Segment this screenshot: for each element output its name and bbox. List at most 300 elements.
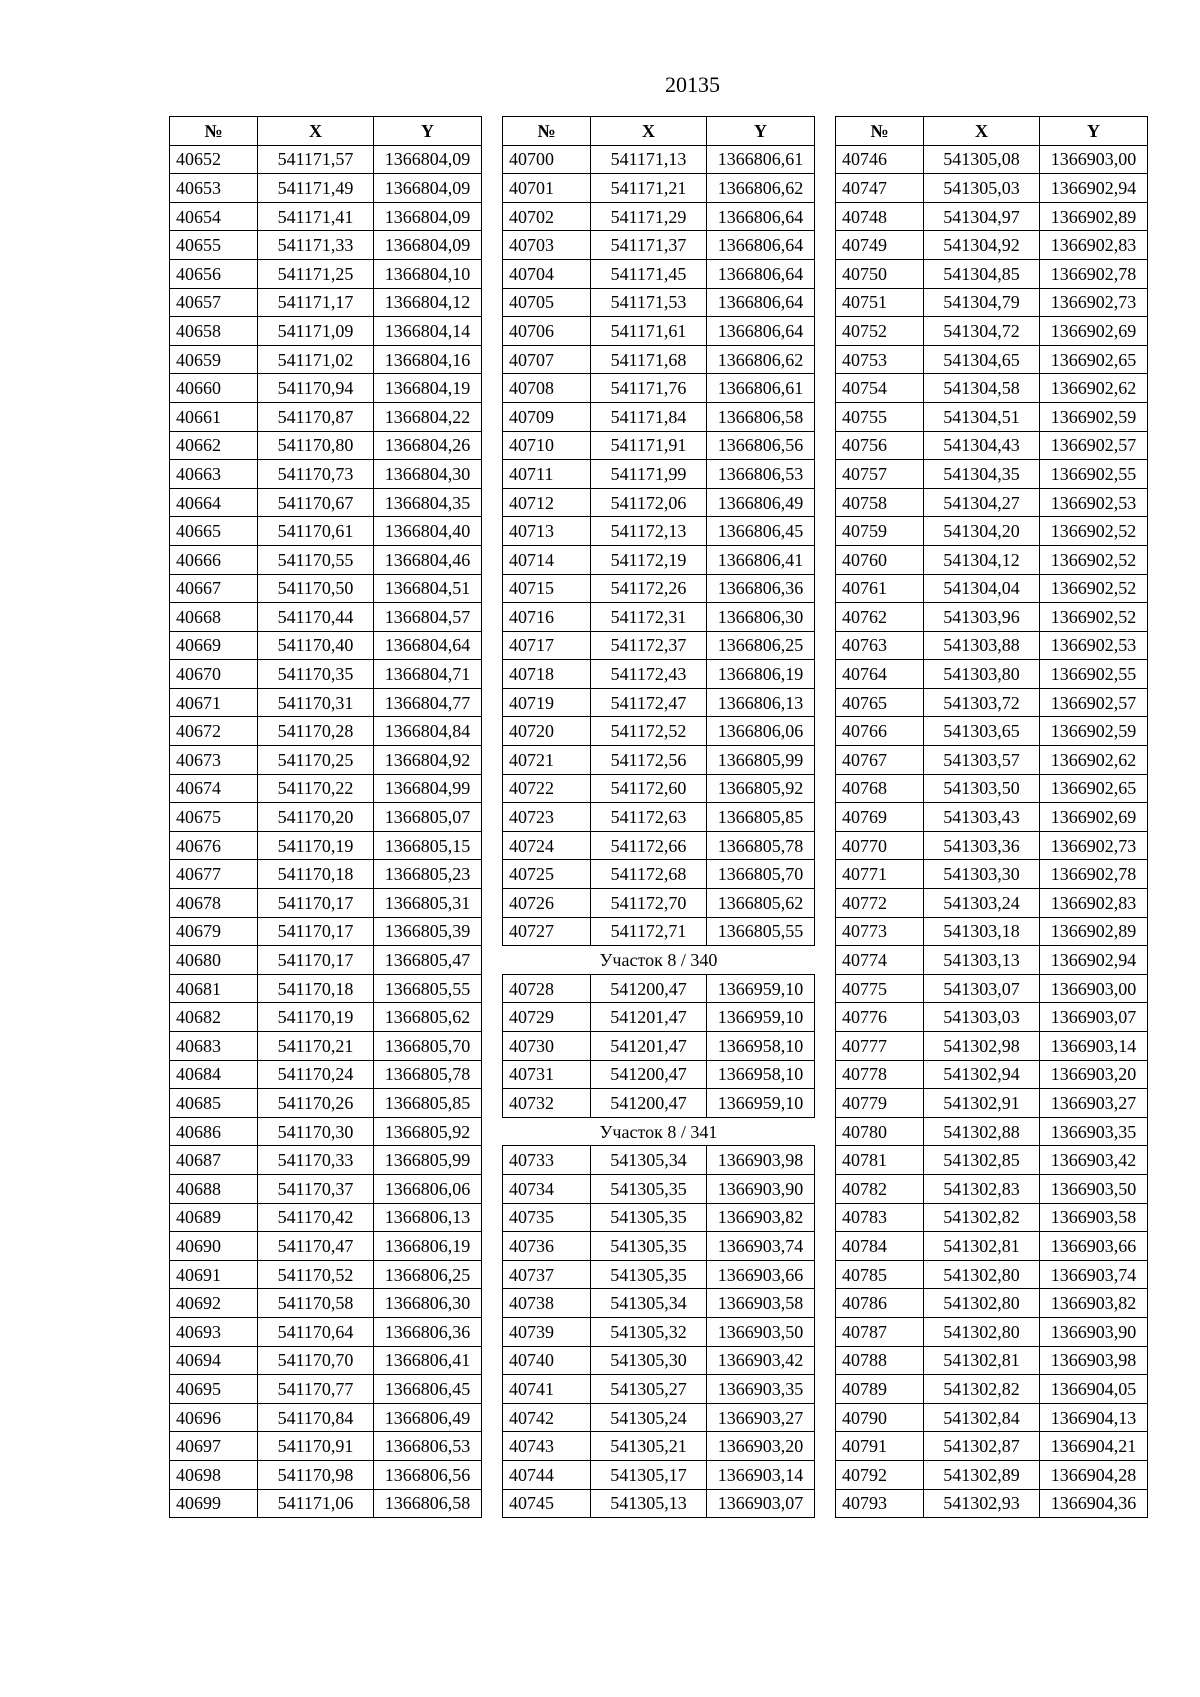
table-row: [170, 831, 482, 860]
table-row: [503, 746, 815, 775]
y-value: 1366806,58: [374, 1489, 482, 1518]
point-number: 40731: [503, 1060, 591, 1089]
point-number: 40661: [170, 402, 258, 431]
point-number: 40708: [503, 374, 591, 403]
table-row: [836, 202, 1148, 231]
x-value: 541171,06: [258, 1489, 374, 1518]
table-row: [836, 917, 1148, 946]
point-number: 40729: [503, 1003, 591, 1032]
point-number: 40670: [170, 660, 258, 689]
section-title: Участок 8 / 341: [503, 1117, 815, 1146]
point-number: 40668: [170, 603, 258, 632]
x-value: 541304,79: [924, 288, 1040, 317]
table-row: [836, 317, 1148, 346]
table-row: [503, 1260, 815, 1289]
x-value: 541172,66: [591, 831, 707, 860]
table-row: [836, 288, 1148, 317]
header-y: Y: [374, 117, 482, 146]
y-value: 1366902,52: [1040, 574, 1148, 603]
y-value: 1366806,64: [707, 317, 815, 346]
point-number: 40773: [836, 917, 924, 946]
point-number: 40688: [170, 1174, 258, 1203]
point-number: 40652: [170, 145, 258, 174]
x-value: 541170,20: [258, 803, 374, 832]
x-value: 541170,47: [258, 1232, 374, 1261]
point-number: 40693: [170, 1317, 258, 1346]
y-value: 1366903,58: [1040, 1203, 1148, 1232]
point-number: 40755: [836, 402, 924, 431]
point-number: 40727: [503, 917, 591, 946]
table-row: [170, 1346, 482, 1375]
header-row: [836, 117, 1148, 146]
x-value: 541170,22: [258, 774, 374, 803]
y-value: 1366902,65: [1040, 774, 1148, 803]
table-row: [503, 1232, 815, 1261]
table-row: [836, 1003, 1148, 1032]
y-value: 1366903,90: [1040, 1317, 1148, 1346]
x-value: 541305,21: [591, 1432, 707, 1461]
table-row: [503, 1146, 815, 1175]
y-value: 1366804,71: [374, 660, 482, 689]
point-number: 40683: [170, 1032, 258, 1061]
coordinates-table-3: [835, 116, 1148, 1518]
point-number: 40735: [503, 1203, 591, 1232]
y-value: 1366806,30: [707, 603, 815, 632]
table-row: [836, 545, 1148, 574]
point-number: 40678: [170, 889, 258, 918]
x-value: 541305,03: [924, 174, 1040, 203]
table-row: [836, 974, 1148, 1003]
y-value: 1366903,35: [1040, 1117, 1148, 1146]
table-row: [170, 1203, 482, 1232]
table-row: [836, 660, 1148, 689]
x-value: 541171,09: [258, 317, 374, 346]
y-value: 1366806,53: [707, 460, 815, 489]
x-value: 541305,08: [924, 145, 1040, 174]
coordinates-table-2: [502, 116, 815, 1518]
point-number: 40761: [836, 574, 924, 603]
x-value: 541305,34: [591, 1146, 707, 1175]
x-value: 541302,81: [924, 1346, 1040, 1375]
table-row: [836, 259, 1148, 288]
point-number: 40699: [170, 1489, 258, 1518]
x-value: 541171,21: [591, 174, 707, 203]
table-row: [836, 488, 1148, 517]
table-row: [170, 202, 482, 231]
x-value: 541171,84: [591, 402, 707, 431]
table-row: [170, 860, 482, 889]
y-value: 1366805,78: [374, 1060, 482, 1089]
point-number: 40690: [170, 1232, 258, 1261]
point-number: 40742: [503, 1403, 591, 1432]
x-value: 541171,41: [258, 202, 374, 231]
x-value: 541304,35: [924, 460, 1040, 489]
table-row: [503, 889, 815, 918]
y-value: 1366903,58: [707, 1289, 815, 1318]
y-value: 1366902,69: [1040, 317, 1148, 346]
x-value: 541170,80: [258, 431, 374, 460]
table-row: [170, 1317, 482, 1346]
table-row: [836, 1089, 1148, 1118]
x-value: 541170,28: [258, 717, 374, 746]
header-row: [170, 117, 482, 146]
point-number: 40721: [503, 746, 591, 775]
table-row: [503, 603, 815, 632]
y-value: 1366804,64: [374, 631, 482, 660]
table-row: [503, 1289, 815, 1318]
table-row: [503, 1003, 815, 1032]
y-value: 1366806,30: [374, 1289, 482, 1318]
table-row: [503, 374, 815, 403]
x-value: 541305,35: [591, 1232, 707, 1261]
table-row: [836, 460, 1148, 489]
point-number: 40685: [170, 1089, 258, 1118]
table-row: [170, 974, 482, 1003]
y-value: 1366902,73: [1040, 288, 1148, 317]
table-row: [503, 917, 815, 946]
table-row: [503, 631, 815, 660]
table-row: [170, 345, 482, 374]
table-row: [836, 1432, 1148, 1461]
y-value: 1366902,57: [1040, 431, 1148, 460]
point-number: 40782: [836, 1174, 924, 1203]
x-value: 541170,87: [258, 402, 374, 431]
y-value: 1366805,85: [374, 1089, 482, 1118]
y-value: 1366804,84: [374, 717, 482, 746]
point-number: 40739: [503, 1317, 591, 1346]
x-value: 541170,18: [258, 860, 374, 889]
x-value: 541304,92: [924, 231, 1040, 260]
y-value: 1366903,27: [707, 1403, 815, 1432]
point-number: 40723: [503, 803, 591, 832]
point-number: 40737: [503, 1260, 591, 1289]
point-number: 40692: [170, 1289, 258, 1318]
table-row: [503, 317, 815, 346]
point-number: 40674: [170, 774, 258, 803]
x-value: 541305,34: [591, 1289, 707, 1318]
point-number: 40703: [503, 231, 591, 260]
x-value: 541303,65: [924, 717, 1040, 746]
point-number: 40770: [836, 831, 924, 860]
x-value: 541201,47: [591, 1032, 707, 1061]
table-row: [170, 1174, 482, 1203]
x-value: 541170,61: [258, 517, 374, 546]
point-number: 40697: [170, 1432, 258, 1461]
table-row: [503, 174, 815, 203]
y-value: 1366806,56: [707, 431, 815, 460]
table-row: [170, 259, 482, 288]
x-value: 541172,68: [591, 860, 707, 889]
table-row: [170, 402, 482, 431]
y-value: 1366804,09: [374, 174, 482, 203]
x-value: 541303,30: [924, 860, 1040, 889]
point-number: 40680: [170, 946, 258, 975]
y-value: 1366959,10: [707, 1089, 815, 1118]
y-value: 1366806,64: [707, 202, 815, 231]
x-value: 541304,12: [924, 545, 1040, 574]
y-value: 1366805,23: [374, 860, 482, 889]
table-row: [503, 574, 815, 603]
point-number: 40663: [170, 460, 258, 489]
x-value: 541305,13: [591, 1489, 707, 1518]
point-number: 40701: [503, 174, 591, 203]
point-number: 40707: [503, 345, 591, 374]
x-value: 541170,24: [258, 1060, 374, 1089]
point-number: 40715: [503, 574, 591, 603]
table-row: [503, 1403, 815, 1432]
y-value: 1366903,00: [1040, 145, 1148, 174]
table-row: [836, 1060, 1148, 1089]
table-row: [503, 345, 815, 374]
y-value: 1366903,14: [707, 1460, 815, 1489]
table-row: [170, 545, 482, 574]
table-row: [836, 717, 1148, 746]
point-number: 40763: [836, 631, 924, 660]
x-value: 541170,50: [258, 574, 374, 603]
table-row: [503, 202, 815, 231]
x-value: 541170,17: [258, 946, 374, 975]
x-value: 541171,53: [591, 288, 707, 317]
y-value: 1366805,55: [374, 974, 482, 1003]
point-number: 40691: [170, 1260, 258, 1289]
point-number: 40757: [836, 460, 924, 489]
table-row: [170, 717, 482, 746]
y-value: 1366805,39: [374, 917, 482, 946]
x-value: 541302,84: [924, 1403, 1040, 1432]
table-row: [170, 688, 482, 717]
x-value: 541170,42: [258, 1203, 374, 1232]
x-value: 541170,25: [258, 746, 374, 775]
table-row: [503, 1060, 815, 1089]
point-number: 40753: [836, 345, 924, 374]
x-value: 541171,33: [258, 231, 374, 260]
y-value: 1366902,62: [1040, 746, 1148, 775]
table-row: [503, 402, 815, 431]
y-value: 1366806,64: [707, 231, 815, 260]
y-value: 1366903,35: [707, 1375, 815, 1404]
y-value: 1366902,59: [1040, 717, 1148, 746]
y-value: 1366903,82: [1040, 1289, 1148, 1318]
y-value: 1366805,31: [374, 889, 482, 918]
table-row: [503, 1346, 815, 1375]
table-row: [836, 1260, 1148, 1289]
x-value: 541304,04: [924, 574, 1040, 603]
x-value: 541172,71: [591, 917, 707, 946]
y-value: 1366902,52: [1040, 603, 1148, 632]
point-number: 40754: [836, 374, 924, 403]
y-value: 1366806,45: [374, 1375, 482, 1404]
y-value: 1366805,92: [707, 774, 815, 803]
x-value: 541304,85: [924, 259, 1040, 288]
table-row: [170, 145, 482, 174]
table-row: [503, 1203, 815, 1232]
y-value: 1366804,09: [374, 145, 482, 174]
table-row: [170, 1375, 482, 1404]
point-number: 40662: [170, 431, 258, 460]
point-number: 40719: [503, 688, 591, 717]
table-row: [170, 1032, 482, 1061]
x-value: 541302,83: [924, 1174, 1040, 1203]
y-value: 1366903,07: [1040, 1003, 1148, 1032]
x-value: 541304,43: [924, 431, 1040, 460]
point-number: 40698: [170, 1460, 258, 1489]
x-value: 541304,97: [924, 202, 1040, 231]
table-row: [836, 1203, 1148, 1232]
y-value: 1366902,83: [1040, 231, 1148, 260]
y-value: 1366804,19: [374, 374, 482, 403]
point-number: 40733: [503, 1146, 591, 1175]
x-value: 541170,40: [258, 631, 374, 660]
table-row: [170, 746, 482, 775]
y-value: 1366958,10: [707, 1032, 815, 1061]
x-value: 541171,37: [591, 231, 707, 260]
point-number: 40778: [836, 1060, 924, 1089]
table-row: [503, 660, 815, 689]
section-row: [503, 1117, 815, 1146]
table-row: [503, 1489, 815, 1518]
x-value: 541303,50: [924, 774, 1040, 803]
point-number: 40759: [836, 517, 924, 546]
table-row: [170, 1003, 482, 1032]
point-number: 40783: [836, 1203, 924, 1232]
y-value: 1366804,92: [374, 746, 482, 775]
table-row: [836, 1174, 1148, 1203]
x-value: 541200,47: [591, 1060, 707, 1089]
x-value: 541303,07: [924, 974, 1040, 1003]
table-row: [170, 317, 482, 346]
header-y: Y: [707, 117, 815, 146]
table-row: [836, 889, 1148, 918]
y-value: 1366902,83: [1040, 889, 1148, 918]
x-value: 541302,87: [924, 1432, 1040, 1461]
y-value: 1366902,89: [1040, 202, 1148, 231]
point-number: 40779: [836, 1089, 924, 1118]
x-value: 541172,56: [591, 746, 707, 775]
point-number: 40793: [836, 1489, 924, 1518]
x-value: 541303,88: [924, 631, 1040, 660]
point-number: 40725: [503, 860, 591, 889]
table-row: [170, 431, 482, 460]
point-number: 40758: [836, 488, 924, 517]
point-number: 40658: [170, 317, 258, 346]
point-number: 40784: [836, 1232, 924, 1261]
x-value: 541172,13: [591, 517, 707, 546]
table-row: [170, 774, 482, 803]
y-value: 1366806,19: [707, 660, 815, 689]
table-row: [503, 1432, 815, 1461]
y-value: 1366806,53: [374, 1432, 482, 1461]
table-row: [503, 831, 815, 860]
y-value: 1366903,82: [707, 1203, 815, 1232]
x-value: 541170,30: [258, 1117, 374, 1146]
point-number: 40702: [503, 202, 591, 231]
x-value: 541302,93: [924, 1489, 1040, 1518]
x-value: 541170,31: [258, 688, 374, 717]
y-value: 1366806,61: [707, 145, 815, 174]
y-value: 1366805,92: [374, 1117, 482, 1146]
x-value: 541305,27: [591, 1375, 707, 1404]
point-number: 40686: [170, 1117, 258, 1146]
y-value: 1366805,62: [707, 889, 815, 918]
y-value: 1366902,94: [1040, 174, 1148, 203]
point-number: 40768: [836, 774, 924, 803]
point-number: 40749: [836, 231, 924, 260]
x-value: 541170,19: [258, 831, 374, 860]
point-number: 40711: [503, 460, 591, 489]
header-x: X: [258, 117, 374, 146]
point-number: 40696: [170, 1403, 258, 1432]
point-number: 40786: [836, 1289, 924, 1318]
point-number: 40743: [503, 1432, 591, 1461]
point-number: 40714: [503, 545, 591, 574]
y-value: 1366902,57: [1040, 688, 1148, 717]
point-number: 40764: [836, 660, 924, 689]
point-number: 40682: [170, 1003, 258, 1032]
x-value: 541170,33: [258, 1146, 374, 1175]
x-value: 541171,49: [258, 174, 374, 203]
x-value: 541304,58: [924, 374, 1040, 403]
table-row: [503, 288, 815, 317]
y-value: 1366903,66: [1040, 1232, 1148, 1261]
y-value: 1366903,27: [1040, 1089, 1148, 1118]
point-number: 40695: [170, 1375, 258, 1404]
y-value: 1366804,09: [374, 202, 482, 231]
table-row: [836, 803, 1148, 832]
y-value: 1366804,12: [374, 288, 482, 317]
y-value: 1366804,30: [374, 460, 482, 489]
x-value: 541172,63: [591, 803, 707, 832]
y-value: 1366806,19: [374, 1232, 482, 1261]
point-number: 40666: [170, 545, 258, 574]
point-number: 40667: [170, 574, 258, 603]
y-value: 1366805,78: [707, 831, 815, 860]
point-number: 40792: [836, 1460, 924, 1489]
x-value: 541170,19: [258, 1003, 374, 1032]
table-row: [170, 1146, 482, 1175]
point-number: 40677: [170, 860, 258, 889]
table-row: [836, 1032, 1148, 1061]
x-value: 541171,99: [591, 460, 707, 489]
point-number: 40748: [836, 202, 924, 231]
x-value: 541302,94: [924, 1060, 1040, 1089]
point-number: 40669: [170, 631, 258, 660]
x-value: 541172,37: [591, 631, 707, 660]
point-number: 40722: [503, 774, 591, 803]
y-value: 1366903,20: [707, 1432, 815, 1461]
y-value: 1366902,65: [1040, 345, 1148, 374]
y-value: 1366804,35: [374, 488, 482, 517]
x-value: 541171,02: [258, 345, 374, 374]
point-number: 40679: [170, 917, 258, 946]
x-value: 541304,27: [924, 488, 1040, 517]
point-number: 40780: [836, 1117, 924, 1146]
header-number: №: [170, 117, 258, 146]
x-value: 541170,17: [258, 917, 374, 946]
x-value: 541172,31: [591, 603, 707, 632]
x-value: 541171,17: [258, 288, 374, 317]
table-row: [503, 688, 815, 717]
point-number: 40738: [503, 1289, 591, 1318]
x-value: 541170,70: [258, 1346, 374, 1375]
table-row: [170, 1089, 482, 1118]
point-number: 40740: [503, 1346, 591, 1375]
x-value: 541171,91: [591, 431, 707, 460]
y-value: 1366805,70: [374, 1032, 482, 1061]
coordinates-table-1: [169, 116, 482, 1518]
table-row: [503, 431, 815, 460]
point-number: 40660: [170, 374, 258, 403]
y-value: 1366903,14: [1040, 1032, 1148, 1061]
